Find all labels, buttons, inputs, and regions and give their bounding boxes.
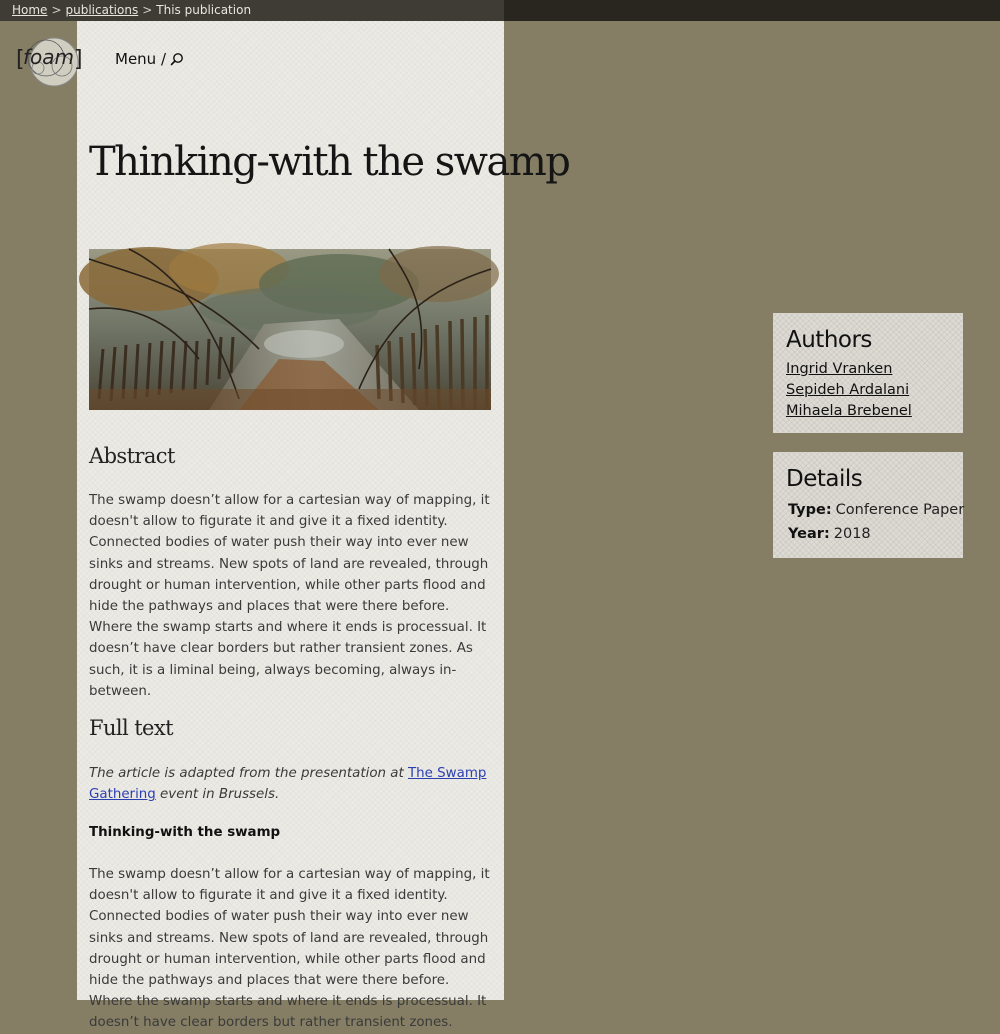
detail-year-label: Year: [788, 526, 830, 542]
abstract-heading: Abstract [89, 444, 175, 468]
fulltext-intro [89, 763, 493, 805]
abstract-text: The swamp doesn’t allow for a cartesian way of mapping, it doesn't allow to figurate it and give it a fixed identity. Connected bodies of water push their way into ever new sinks and streams. New spots of land are revealed, through drought or human intervention, while other parts flood and hide the pathways and places that were there before. Where the swamp starts and where it ends is processual. It doesn’t have clear borders but rather transient zones. As such, it is a liminal being, always becoming, always in-between. [89, 493, 490, 699]
fulltext-intro-after: event in Brussels. [155, 787, 280, 803]
authors-heading: Authors [786, 327, 872, 353]
author-link[interactable]: Ingrid Vranken [786, 361, 893, 377]
swamp-gathering-link[interactable]: The Swamp Gathering [89, 766, 487, 803]
breadcrumb-separator: > [51, 3, 62, 17]
detail-type-value: Conference Paper [835, 502, 965, 518]
foam-logo-icon [14, 36, 84, 88]
details-card [773, 452, 963, 558]
author-link[interactable]: Mihaela Brebenel [786, 403, 912, 419]
swamp-photo [89, 249, 491, 410]
detail-year [786, 522, 951, 546]
logo-text: foam [23, 45, 75, 69]
fulltext-subheading: Thinking-with the swamp [89, 825, 281, 840]
detail-type-label: Type: [788, 502, 832, 518]
foam-logo[interactable] [14, 36, 84, 88]
hero-image [89, 249, 491, 410]
breadcrumb [0, 0, 1000, 21]
search-icon[interactable] [170, 52, 184, 66]
breadcrumb-publications-link[interactable]: publications [65, 3, 139, 17]
breadcrumb-home-link[interactable]: Home [12, 3, 48, 17]
svg-text:[: [ [16, 47, 25, 72]
breadcrumb-current: This publication [156, 3, 252, 17]
fulltext-intro-before: The article is adapted from the presentation at [89, 766, 408, 781]
breadcrumb-separator: > [142, 3, 153, 17]
detail-type [786, 498, 965, 522]
author-link[interactable]: Sepideh Ardalani [786, 382, 910, 398]
page-title: Thinking-with the swamp [89, 139, 570, 185]
authors-card [773, 313, 963, 433]
menu-label[interactable]: Menu / [115, 50, 167, 68]
fulltext-body: The swamp doesn’t allow for a cartesian way of mapping, it doesn't allow to figurate it and give it a fixed identity. Connected bodies of water push their way into ever new sinks and streams. New spots of land are revealed, through drought or human intervention, while other parts flood and hide the pathways and places that were there before. Where the swamp starts and where it ends is processual. It doesn’t have clear borders but rather transient zones. [89, 867, 490, 1031]
details-heading: Details [786, 466, 863, 492]
fulltext-heading: Full text [89, 716, 173, 740]
detail-year-value: 2018 [833, 526, 871, 542]
svg-text:]: ] [74, 47, 83, 72]
menu-toggle[interactable] [115, 50, 184, 68]
